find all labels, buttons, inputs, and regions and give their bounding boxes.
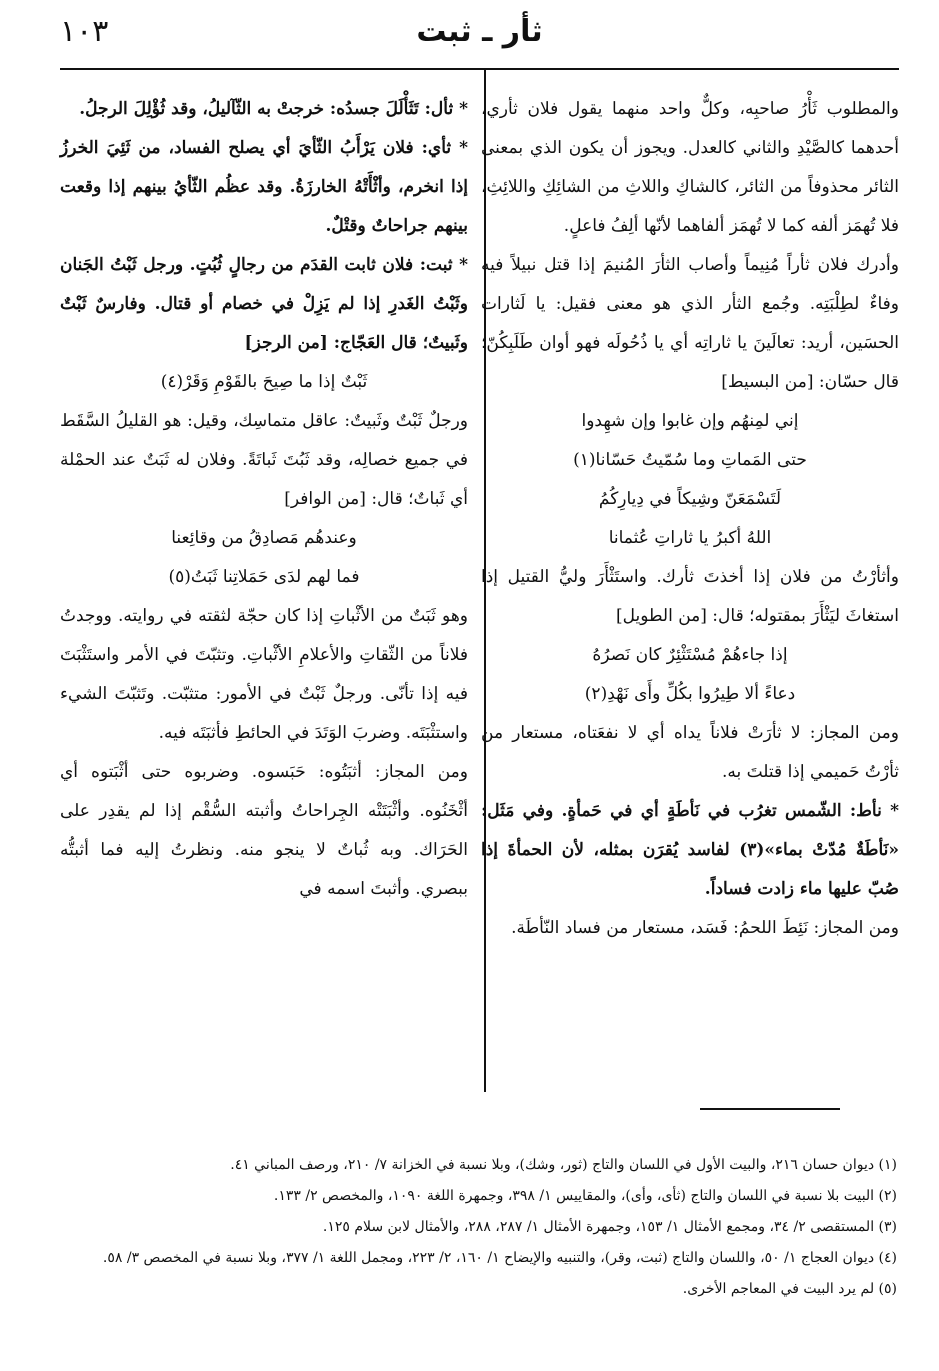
paragraph: وأثأرْتُ من فلان إذا أخذتَ ثأرك. واستَثْأَرَ وليُّ القتيل إذا استغاثَ ليَثْأَرَ بمقتوله؛ قال: [من الطويل] xyxy=(481,567,899,626)
paragraph: وأدرك فلان ثأراً مُنِيماً وأصاب الثأرَ المُنيمَ إذا قتل نبيلاً فيه وفاءٌ لطِلْبَتِه. وجُمع الثأر الذي هو معنى فقيل: يا لَثارات الحسَين، أريد: تعالَينَ يا ثاراتِه أي يا ذُحُولَه فهو أوان طَلَبِكُنّ؛ قال حسّان: [من البسيط] xyxy=(481,255,899,392)
footnote: (١) ديوان حسان ٢١٦، والبيت الأول في اللسان والتاج (ثور، وشك)، وبلا نسبة في الخزانة ٧/ ٢١٠، ورصف المباني ٤١. xyxy=(230,1157,897,1173)
paragraph: والمطلوب ثَأْرُ صاحبِه، وكلٌّ واحد منهما يقول فلان ثأري، أحدهما كالصَّيْدِ والثاني كالعدل. ويجوز أن يكون الذي بمعنى الثائر محذوفاً من الثائر، كالشاكِ واللاثِ من الشائِكِ واللائِثِ، فلا تُهمَز ألفه كما لا تُهمَز ألفاهما لأنّها ألِفُ فاعلٍ. xyxy=(481,99,899,236)
verse-line: وعندهُم مَصادِقُ من وقائِعنا xyxy=(171,528,357,548)
right-column xyxy=(481,90,899,948)
paragraph: ورجلٌ ثَبْتٌ وثَبيتٌ: عاقل متماسِك، وقيل: هو القليلُ السَّقَط في جميع خصالِه، وقد ثَبُتَ ثَباتَةً. وفلان له ثَبَتٌ عند الحمْلة أي ثَباتٌ؛ قال: [من الوافر] xyxy=(60,411,468,509)
footnote: (٢) البيت بلا نسبة في اللسان والتاج (ثأى، وأى)، والمقاييس ١/ ٣٩٨، وجمهرة اللغة ١٠٩٠، والمخصص ٢/ ١٣٣. xyxy=(273,1188,897,1204)
footnotes xyxy=(57,1150,897,1305)
running-head: ثأر ـ ثبت xyxy=(416,14,543,49)
verse-line: إذا جاءهُمْ مُسْتَثْئِرٌ كان نَصرُهُ xyxy=(592,645,788,665)
paragraph: وهو ثَبَتٌ من الأثْباتِ إذا كان حجّة لثقته في روايته. ووجدتُ فلاناً من الثّقاتِ والأعلامِ الأثْباتِ. وتثبّتَ في الأمر واستَثْبَتَ فيه إذا تأنّى. ورجلٌ ثَبْتٌ في الأمور: متثبّت. وتَثبّتَ الشيء واستثْبَتَه. وضربَ الوَتَدَ في الحائطِ فأثبَتَه فيه. xyxy=(60,606,468,743)
footnote: (٥) لم يرد البيت في المعاجم الأخرى. xyxy=(682,1281,897,1297)
page-header xyxy=(60,14,899,54)
header-rule xyxy=(60,68,899,70)
left-column xyxy=(60,90,468,909)
verse-line: لَتَسْمَعَنّ وشِيكاً في دِيارِكُمُ xyxy=(598,489,782,509)
entry-paragraph: * ثأي: فلان يَرْأَبُ الثّأيَ أي يصلح الفساد، من ثَئِيَ الخرزُ إذا انخرم، وأثْأَتْهُ الخارزَةُ. وقد عظُم الثّأيُ بينهم إذا وقعت بينهم جراحاتٌ وقتْلٌ. xyxy=(60,138,468,236)
footnote: (٤) ديوان العجاج ١/ ٥٠، واللسان والتاج (ثبت، وقر)، والتنبيه والإيضاح ١/ ١٦٠، ٢/ ٢٢٣، ومجمل اللغة ١/ ٣٧٧، وبلا نسبة في المخصص ٣/ ٥٨. xyxy=(102,1250,897,1266)
footnote: (٣) المستقصى ٢/ ٣٤، ومجمع الأمثال ١/ ١٥٣، وجمهرة الأمثال ١/ ٢٨٧، ٢٨٨، والأمثال لابن سلام ١٢٥. xyxy=(322,1219,897,1235)
verse-line: دعاءً ألا طِيرُوا بكُلِّ وأَى نَهْدِ(٢) xyxy=(584,684,796,704)
verse-line: إني لمِنهُم وإن غابوا وإن شهِدوا xyxy=(581,411,799,431)
paragraph: ومن المجاز: نَئِطَ اللحمُ: فَسَد، مستعار من فساد النّأطَة. xyxy=(511,918,899,938)
paragraph: ومن المجاز: أثبَتُوه: حَبَسوه. وضربوه حتى أثْبَتوه أي أثْخَنُوه. وأثْبَتَتْه الجِراحاتُ وأثبته السُّقْم إذا لم يقدِر على الحَرَاك. وبه ثُباتٌ لا ينجو منه. ونظرتُ إليه فما أثبتُّه ببصري. وأثبتَ اسمه في xyxy=(60,762,468,899)
verse-line: حتى المَماتِ وما سُمّيتُ حَسّانا(١) xyxy=(573,450,807,470)
verse-line: اللهُ أكبرُ يا ثاراتِ عُثمانا xyxy=(608,528,772,548)
footnote-rule xyxy=(700,1108,840,1110)
entry-paragraph: * ثأل: تَثَأْلَلَ جسدُه: خرجتْ به الثّآليلُ، وقد ثُؤْلِلَ الرجلُ. xyxy=(79,99,468,119)
verse-line: ثَبْتٌ إذا ما صِيحَ بالقَوْمِ وَقَرْ(٤) xyxy=(160,372,368,392)
page-number: ١٠٣ xyxy=(60,14,109,49)
entry-paragraph: * ثبت: فلان ثابت القدَم من رجالٍ ثُبُتٍ. ورجل ثَبْتُ الجَنان وثَبْتُ الغَدرِ إذا لم يَزِلْ في خصام أو قتال. وفارسٌ ثَبْتٌ وثَبيتٌ؛ قال العَجّاج: [من الرجز] xyxy=(60,255,468,353)
entry-paragraph: * نأط: الشّمس تغرُب في نَأطَةٍ أي في حَمأةٍ. وفي مَثَل: «نَأطَةٌ مُدّتْ بماء»(٣) لفاسد يُقرَن بمثله، لأن الحمأةَ إذا صُبّ عليها ماء زادت فساداً. xyxy=(481,801,899,899)
paragraph: ومن المجاز: لا ثأرَتْ فلاناً يداه أي لا نفعَتاه، مستعار من ثأرْتُ حَميمي إذا قتلتَ به. xyxy=(481,723,899,782)
verse-line: فما لهم لدَى حَمَلاتِنا ثَبَتُ(٥) xyxy=(168,567,360,587)
